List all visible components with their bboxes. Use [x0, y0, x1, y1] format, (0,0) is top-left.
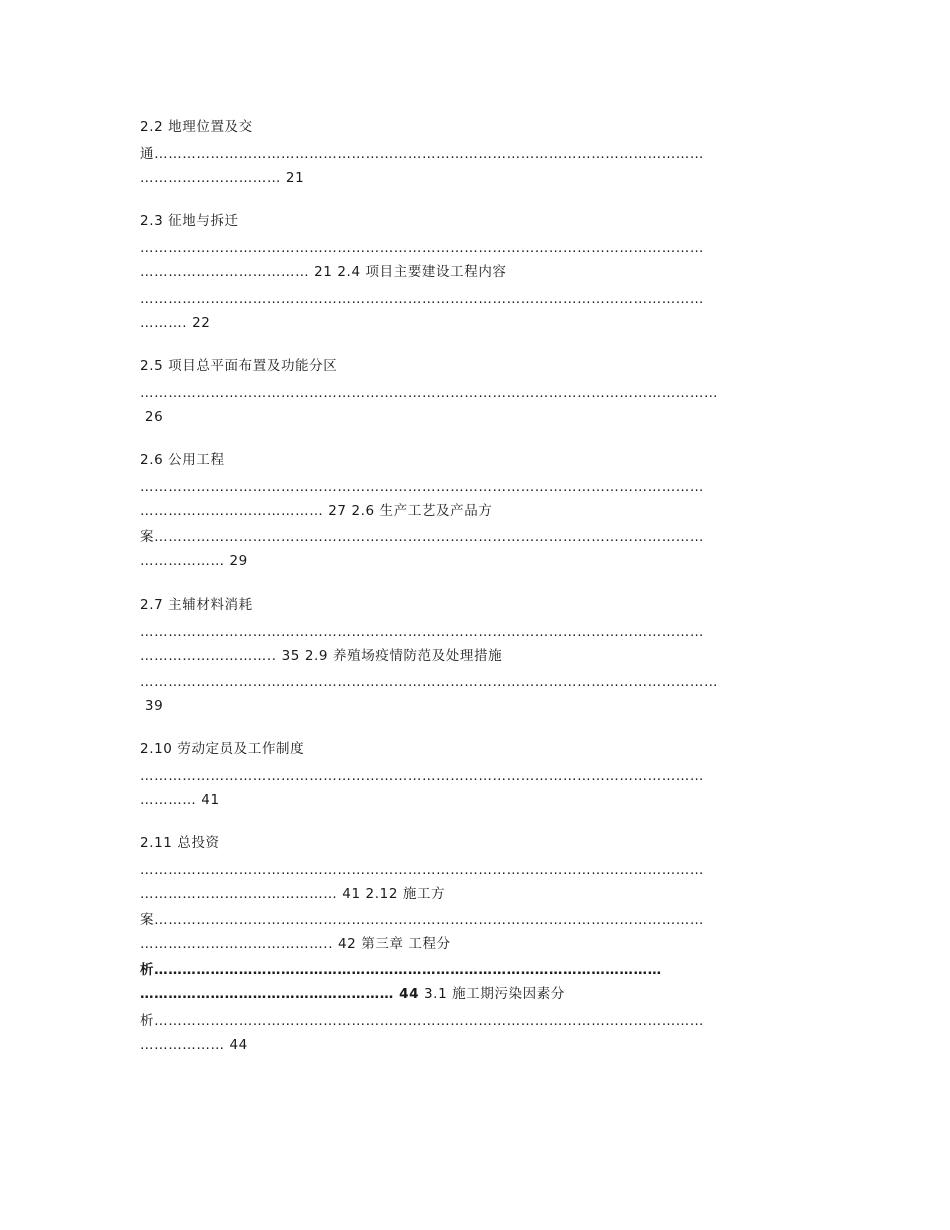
toc-line-process-leader: 案……………………………………………………………………………………………………… [140, 529, 704, 545]
toc-line-process-page: ……………… 29 [140, 553, 248, 569]
toc-line-2-2-title: 2.2 地理位置及交 [140, 119, 253, 135]
toc-line-2-7-page-2-9-title: ……………………….. 35 2.9 养殖场疫情防范及处理措施 [140, 648, 503, 664]
toc-line-2-2-page: ………………………… 21 [140, 170, 305, 186]
toc-line-2-10-leader: ………………………………………………………………………………………………………… [140, 768, 704, 784]
section-3-1-title: 3.1 施工期污染因素分 [419, 986, 565, 1002]
toc-line-2-3-leader: ………………………………………………………………………………………………………… [140, 240, 704, 256]
toc-line-2-3-title: 2.3 征地与拆迁 [140, 213, 239, 229]
toc-line-2-4-page: ………. 22 [140, 315, 211, 331]
toc-line-2-12-leader: 案……………………………………………………………………………………………………… [140, 912, 704, 928]
toc-line-2-7-leader: ………………………………………………………………………………………………………… [140, 624, 704, 640]
toc-line-2-5-leader: …………………………………………………………………………………………………………… [140, 385, 719, 401]
chapter-3-page-number: ……………………………………………… 44 [140, 986, 420, 1002]
toc-line-2-11-title: 2.11 总投资 [140, 835, 220, 851]
toc-line-2-10-title: 2.10 劳动定员及工作制度 [140, 741, 305, 757]
toc-line-2-9-leader: …………………………………………………………………………………………………………… [140, 674, 719, 690]
toc-line-2-6-page-process-title: ………………………………… 27 2.6 生产工艺及产品方 [140, 503, 493, 519]
toc-line-2-9-page: 39 [140, 698, 164, 714]
toc-line-2-3-page-2-4-title: ……………………………… 21 2.4 项目主要建设工程内容 [140, 264, 507, 280]
toc-line-2-7-title: 2.7 主辅材料消耗 [140, 597, 253, 613]
toc-line-2-11-page-2-12-title: …………………………………… 41 2.12 施工方 [140, 886, 446, 902]
toc-line-chapter-3-page-3-1-title [140, 985, 565, 1003]
toc-line-2-12-page-chapter-3-title: ………………………………….. 42 第三章 工程分 [140, 936, 451, 952]
toc-line-2-2-leader: 通……………………………………………………………………………………………………… [140, 146, 704, 162]
toc-line-3-1-page: ……………… 44 [140, 1037, 248, 1053]
toc-line-2-5-title: 2.5 项目总平面布置及功能分区 [140, 358, 338, 374]
toc-line-2-11-leader: ………………………………………………………………………………………………………… [140, 862, 704, 878]
toc-line-3-1-leader: 析……………………………………………………………………………………………………… [140, 1013, 704, 1029]
toc-line-2-4-leader: ………………………………………………………………………………………………………… [140, 291, 704, 307]
toc-line-2-10-page: ………… 41 [140, 792, 220, 808]
toc-line-chapter-3-leader: 析……………………………………………………………………………………………… [140, 962, 662, 978]
toc-line-2-5-page: 26 [140, 409, 164, 425]
toc-line-2-6-title: 2.6 公用工程 [140, 452, 225, 468]
toc-line-2-6-leader: ………………………………………………………………………………………………………… [140, 479, 704, 495]
